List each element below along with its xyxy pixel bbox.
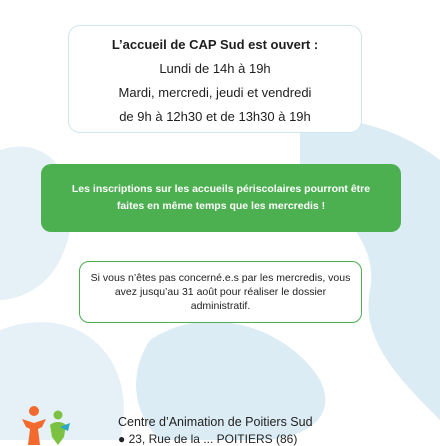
organization-name: Centre d’Animation de Poitiers Sud [118,415,313,429]
opening-hours-title: L’accueil de CAP Sud est ouvert : [111,37,319,52]
hours-times: de 9h à 12h30 et de 13h30 à 19h [119,109,311,124]
opening-hours-card [68,25,362,133]
people-logo-icon [18,403,74,445]
footer [0,398,440,446]
organization-address: ● 23, Rue de la ... POITIERS (86) [118,432,298,446]
deadline-note-text: Si vous n’êtes pas concerné.e.s par les mercredis, vous avez jusqu’au 31 août pour réaliser le dossier administratif. [90,272,351,312]
deadline-note [79,261,362,323]
registration-banner [41,164,401,232]
hours-monday: Lundi de 14h à 19h [159,61,271,76]
hours-days: Mardi, mercredi, jeudi et vendredi [118,85,312,100]
registration-banner-text: Les inscriptions sur les accueils périscolaires pourront être faites en même temps que les mercredis ! [71,183,371,212]
